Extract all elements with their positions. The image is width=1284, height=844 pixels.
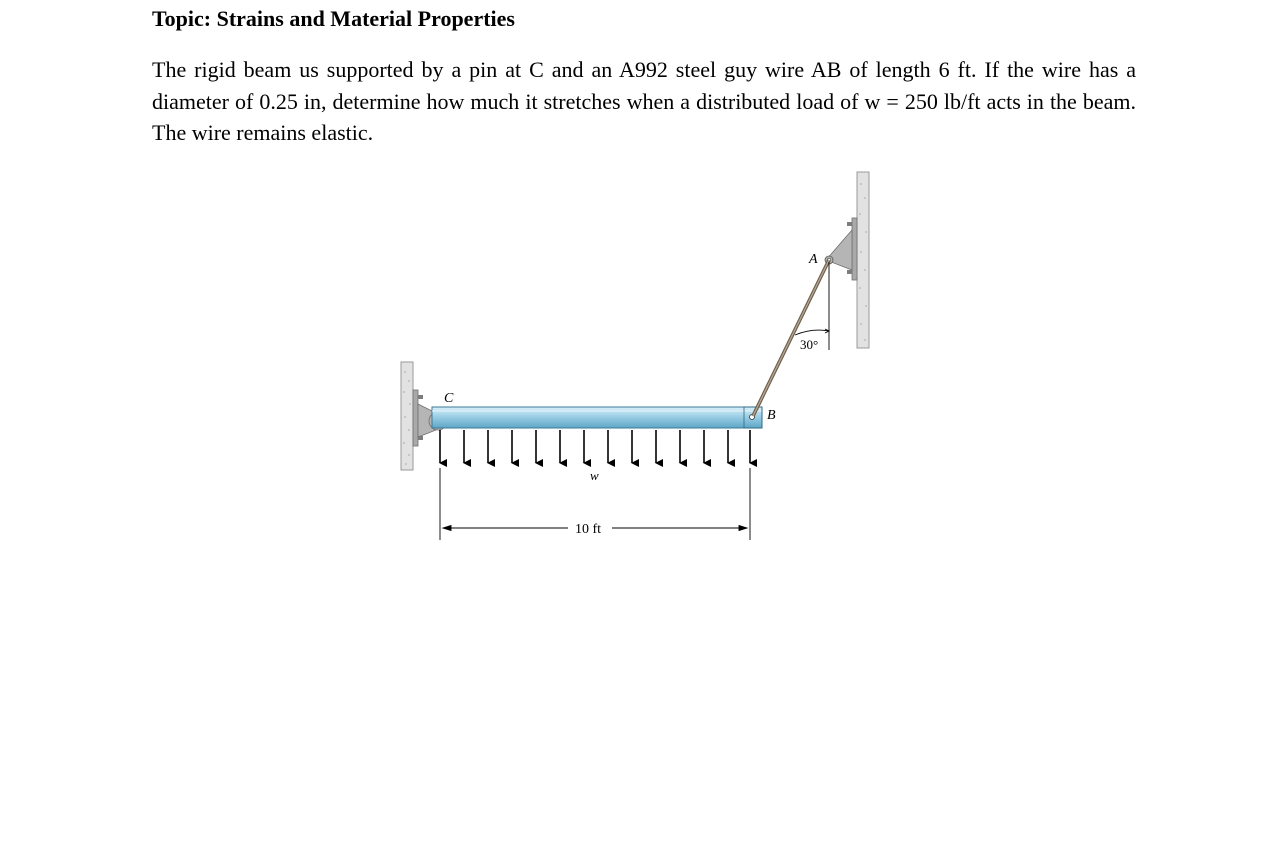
diagram-svg [388, 160, 888, 560]
label-a: A [809, 252, 818, 267]
rigid-beam [432, 407, 762, 428]
topic-heading: Topic: Strains and Material Properties [152, 6, 515, 31]
angle-label: 30° [800, 337, 819, 352]
beam-wire-figure [388, 160, 888, 565]
left-wall [401, 362, 413, 470]
span-label: 10 ft [575, 522, 602, 537]
label-b: B [767, 408, 776, 423]
label-c: C [444, 391, 454, 406]
distributed-load [440, 430, 750, 463]
bracket-a [825, 218, 857, 280]
problem-statement: The rigid beam us supported by a pin at C and an A992 steel guy wire AB of length 6 ft. If the wire has a diameter of 0.25 in, determine how much it stretches when a distributed load of w = 250 lb/ft acts in the beam. The wire remains elastic. [152, 57, 1136, 145]
right-wall [857, 172, 869, 348]
label-w: w [590, 468, 599, 483]
